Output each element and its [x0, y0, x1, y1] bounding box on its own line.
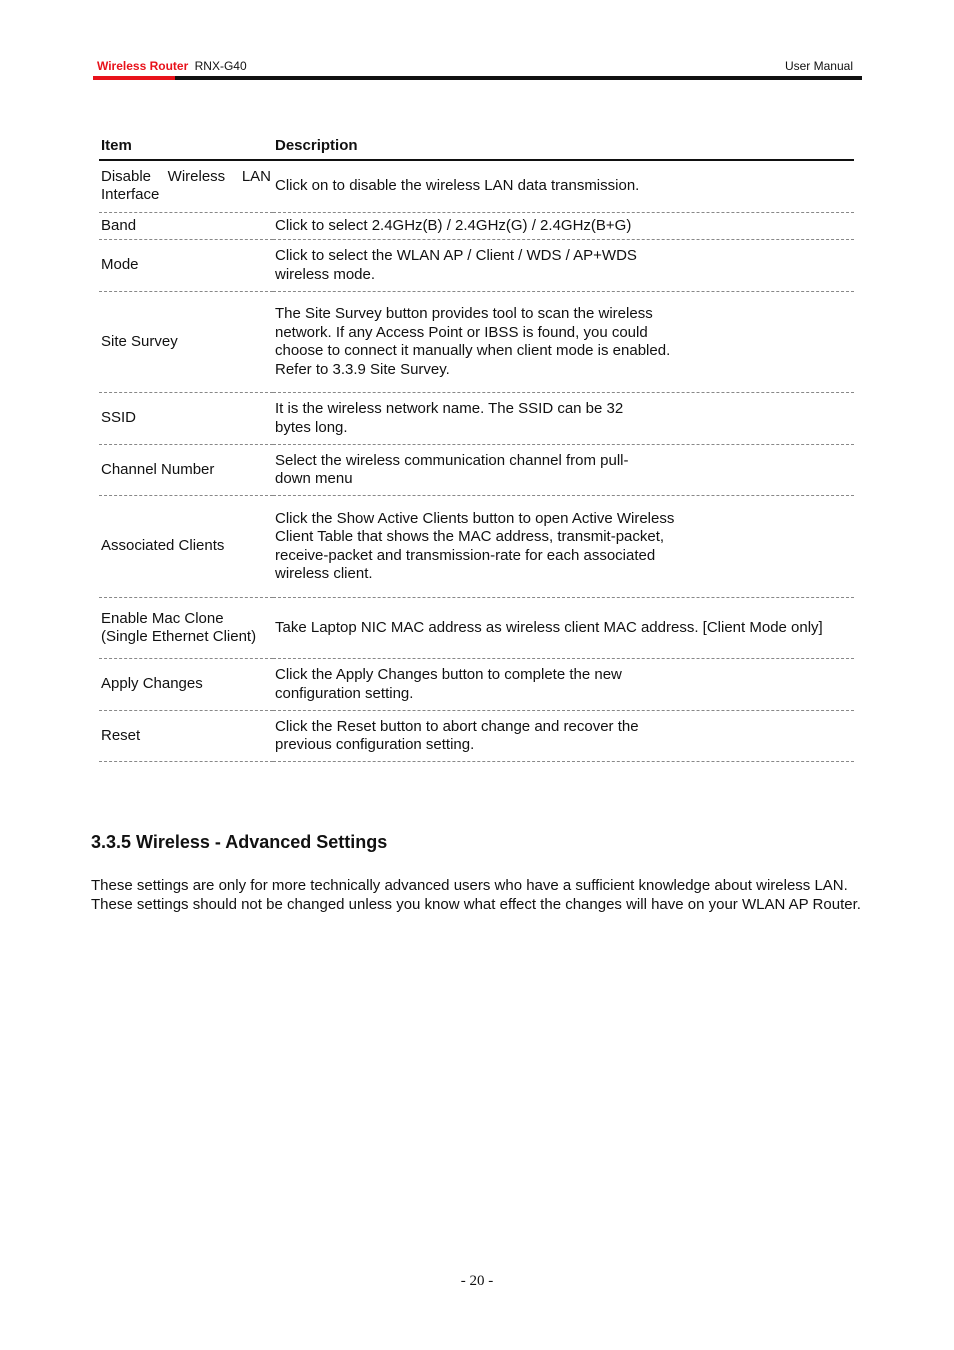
item-cell: Disable Wireless LAN Interface — [99, 160, 273, 213]
table-row — [99, 445, 854, 496]
description-cell — [273, 496, 854, 598]
description-text: The Site Survey button provides tool to scan the wireless network. If any Access Point or IBSS is found, you could choose to connect it manually when client mode is enabled. Refer to 3.3.9 Site Survey. — [275, 305, 671, 378]
description-text: It is the wireless network name. The SSID can be 32 bytes long. — [275, 400, 624, 436]
item-cell: Associated Clients — [99, 496, 273, 598]
description-cell — [273, 393, 854, 445]
header-model: RNX-G40 — [194, 59, 247, 73]
table-header-row — [99, 133, 854, 160]
table-row — [99, 292, 854, 393]
table-row — [99, 659, 854, 711]
description-cell — [273, 240, 854, 292]
description-cell — [273, 292, 854, 393]
column-header-description: Description — [273, 133, 854, 160]
header-doc-type: User Manual — [784, 59, 853, 73]
item-cell: Channel Number — [99, 445, 273, 496]
table-row — [99, 213, 854, 240]
description-cell — [273, 213, 854, 240]
section-body: These settings are only for more technically advanced users who have a sufficient knowledge about wireless LAN. These settings should not be changed unless you know what effect the changes will have on your WLAN AP Router. — [91, 877, 861, 913]
item-cell: Site Survey — [99, 292, 273, 393]
page-number: - 20 - — [460, 1273, 494, 1289]
page-header — [93, 56, 862, 82]
description-text: Click the Apply Changes button to complete the new configuration setting. — [275, 666, 622, 702]
description-cell — [273, 445, 854, 496]
item-cell: Enable Mac Clone (Single Ethernet Client) — [99, 598, 273, 659]
table-row — [99, 393, 854, 445]
table-row — [99, 496, 854, 598]
description-text: Take Laptop NIC MAC address as wireless client MAC address. [Client Mode only] — [275, 618, 823, 636]
table-row — [99, 240, 854, 292]
section-title: 3.3.5 Wireless - Advanced Settings — [91, 832, 388, 852]
item-cell: Apply Changes — [99, 659, 273, 711]
settings-table — [99, 133, 854, 762]
description-text: Click to select the WLAN AP / Client / WDS / AP+WDS wireless mode. — [275, 247, 637, 283]
description-cell — [273, 659, 854, 711]
description-cell — [273, 598, 854, 659]
item-cell: Mode — [99, 240, 273, 292]
table-row — [99, 160, 854, 213]
description-text: Select the wireless communication channel from pull-down menu — [275, 451, 629, 487]
item-cell: Reset — [99, 711, 273, 762]
header-accent-bar — [93, 76, 175, 80]
description-text: Click on to disable the wireless LAN data transmission. — [275, 177, 640, 194]
description-cell — [273, 160, 854, 213]
description-cell — [273, 711, 854, 762]
description-text: Click the Reset button to abort change and recover the previous configuration setting. — [275, 717, 639, 753]
column-header-item: Item — [99, 133, 273, 160]
item-cell: SSID — [99, 393, 273, 445]
table-row — [99, 598, 854, 659]
description-text: Click the Show Active Clients button to open Active Wireless Client Table that shows the MAC address, transmit-packet, receive-packet and transmission-rate for each associated wireless client. — [275, 509, 675, 582]
table-row — [99, 711, 854, 762]
header-left — [97, 59, 247, 73]
header-brand: Wireless Router — [97, 59, 189, 73]
item-cell: Band — [99, 213, 273, 240]
header-rule — [93, 76, 862, 80]
description-text: Click to select 2.4GHz(B) / 2.4GHz(G) / 2.4GHz(B+G) — [275, 216, 632, 234]
